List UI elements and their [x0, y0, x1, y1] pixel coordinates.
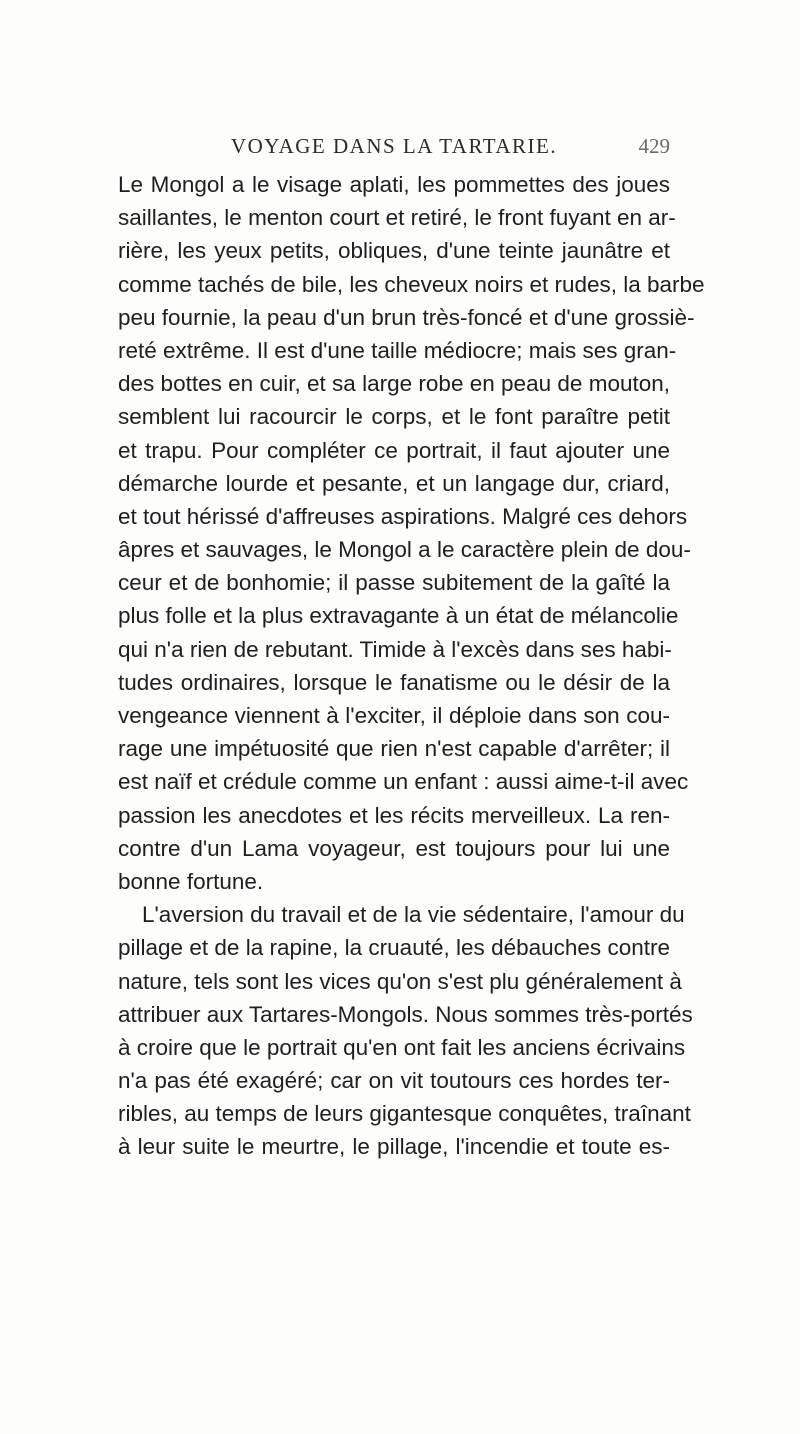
text-line: passion les anecdotes et les récits merveilleux. La ren-: [118, 802, 670, 828]
text-line: qui n'a rien de rebutant. Timide à l'excès dans ses habi-: [118, 636, 672, 662]
running-title: VOYAGE DANS LA TARTARIE.: [230, 134, 558, 158]
text-line: plus folle et la plus extravagante à un état de mélancolie: [118, 603, 679, 629]
text-line: des bottes en cuir, et sa large robe en peau de mouton,: [118, 371, 670, 397]
text-line: comme tachés de bile, les cheveux noirs et rudes, la barbe: [118, 271, 705, 297]
text-line: nature, tels sont les vices qu'on s'est plu généralement à: [118, 968, 682, 994]
text-line: n'a pas été exagéré; car on vit toutours ces hordes ter-: [118, 1068, 670, 1094]
text-line: et trapu. Pour compléter ce portrait, il faut ajouter une: [118, 437, 670, 463]
text-line: âpres et sauvages, le Mongol a le caractère plein de dou-: [118, 537, 691, 563]
text-line: pillage et de la rapine, la cruauté, les débauches contre: [118, 935, 670, 961]
running-head: [118, 134, 670, 162]
text-line: reté extrême. Il est d'une taille médiocre; mais ses gran-: [118, 337, 677, 363]
text-line: Le Mongol a le visage aplati, les pommettes des joues: [118, 172, 670, 197]
text-line: semblent lui racourcir le corps, et le font paraître petit: [118, 404, 670, 430]
text-line: rière, les yeux petits, obliques, d'une teinte jaunâtre et: [118, 238, 670, 264]
text-line: et tout hérissé d'affreuses aspirations. Malgré ces dehors: [118, 503, 688, 529]
text-line: peu fournie, la peau d'un brun très-foncé et d'une grossiè-: [118, 304, 695, 330]
page-number: 429: [638, 134, 670, 158]
text-line: à leur suite le meurtre, le pillage, l'incendie et toute es-: [118, 1134, 670, 1160]
text-line: attribuer aux Tartares-Mongols. Nous sommes très-portés: [118, 1001, 693, 1027]
text-line: rage une impétuosité que rien n'est capable d'arrêter; il: [118, 736, 670, 762]
text-line: saillantes, le menton court et retiré, le front fuyant en ar-: [118, 205, 676, 231]
paragraph-end-line: bonne fortune.: [118, 868, 264, 894]
text-line: est naïf et crédule comme un enfant : aussi aime-t-il avec: [118, 769, 689, 795]
body-text: [118, 168, 705, 1164]
text-line: tudes ordinaires, lorsque le fanatisme ou le désir de la: [118, 669, 670, 695]
text-line: à croire que le portrait qu'en ont fait les anciens écrivains: [118, 1034, 686, 1060]
text-line: ribles, au temps de leurs gigantesque conquêtes, traînant: [118, 1101, 691, 1127]
text-line: ceur et de bonhomie; il passe subitement de la gaîté la: [118, 570, 670, 596]
text-line: contre d'un Lama voyageur, est toujours pour lui une: [118, 835, 670, 861]
text-line: vengeance viennent à l'exciter, il déploie dans son cou-: [118, 703, 670, 728]
paragraph-start-line: L'aversion du travail et de la vie sédentaire, l'amour du: [142, 902, 685, 928]
text-line: démarche lourde et pesante, et un langage dur, criard,: [118, 470, 670, 496]
